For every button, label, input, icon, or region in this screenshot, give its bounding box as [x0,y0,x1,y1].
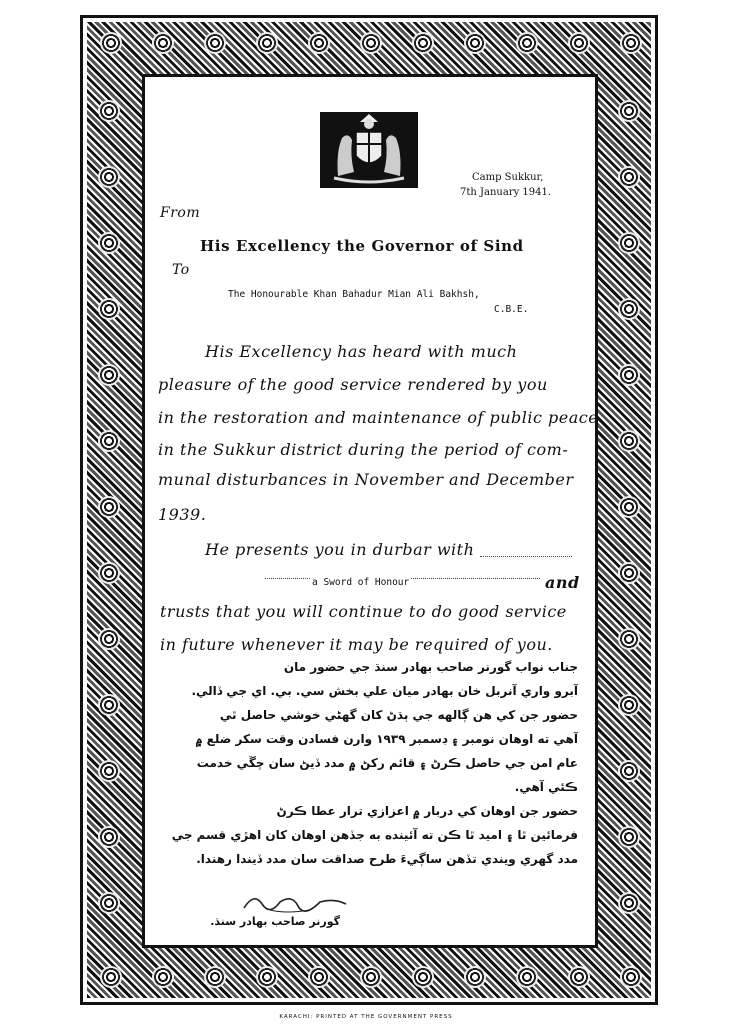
english-body-line: His Excellency has heard with much [205,342,518,361]
date-line: 7th January 1941. [460,187,552,198]
border-rosette-icon [516,32,538,54]
border-rosette-icon [620,966,642,988]
border-rosette-icon [568,32,590,54]
border-rosette-icon [98,826,120,848]
sender-title: His Excellency the Governor of Sind [200,237,524,255]
border-rosette-icon [308,966,330,988]
border-rosette-icon [98,694,120,716]
gift-text: a Sword of Honour [312,577,410,588]
border-rosette-icon [618,100,640,122]
border-rosette-icon [618,232,640,254]
border-rosette-icon [204,966,226,988]
presents-line: He presents you in durbar with [205,540,475,559]
sindhi-body-line: جناب نواب گورنر صاحب بهادر سنڌ جي حضور مان [283,660,578,674]
border-rosette-icon [618,628,640,650]
english-body-line: 1939. [158,505,207,524]
border-rosette-icon [256,32,278,54]
recipient-honour: C.B.E. [494,304,529,315]
sindhi-body-line: آهي ته اوهان نومبر ۽ ڊسمبر ١٩٣٩ وارن فسادن وقت سکر ضلع ۾ [195,732,578,746]
border-rosette-icon [98,892,120,914]
english-body-line: in the restoration and maintenance of public peace [158,408,599,427]
signature-mark [240,890,350,916]
border-rosette-icon [412,32,434,54]
border-rosette-icon [618,298,640,320]
border-rosette-icon [152,32,174,54]
to-label: To [172,262,190,278]
border-rosette-icon [618,364,640,386]
date-place: Camp Sukkur, [472,172,544,183]
sindhi-body-line: حضور جن اوهان کي دربار ۾ اعزازي ترار عطا ڪرڻ [276,804,578,818]
signature-title: گورنر صاحب بهادر سنڌ. [210,915,340,928]
english-body-line: in the Sukkur district during the period of com- [158,440,569,459]
english-body-line: munal disturbances in November and December [158,470,574,489]
border-rosette-icon [464,966,486,988]
border-rosette-icon [100,32,122,54]
border-rosette-icon [98,298,120,320]
royal-coat-of-arms-icon [320,112,418,188]
trusts-line-2: in future whenever it may be required of you. [160,635,553,654]
border-rosette-icon [98,496,120,518]
sindhi-body-line: عام امن جي حاصل ڪرڻ ۽ قائم رکڻ ۾ مدد ڏيڻ سان چڱي خدمت [196,756,578,770]
trusts-line-1: trusts that you will continue to do good service [160,602,567,621]
from-label: From [160,205,201,221]
border-rosette-icon [98,232,120,254]
border-rosette-icon [98,562,120,584]
border-rosette-icon [360,966,382,988]
border-rosette-icon [204,32,226,54]
border-rosette-icon [256,966,278,988]
recipient-name: The Honourable Khan Bahadur Mian Ali Bakhsh, [228,289,480,300]
border-rosette-icon [98,760,120,782]
border-rosette-icon [620,32,642,54]
border-rosette-icon [98,628,120,650]
sindhi-body-line: فرمائين ٿا ۽ اميد ٿا ڪن ته آئينده به جڏهن اوهان کان اهڙي قسم جي [171,828,578,842]
sindhi-body-line: آبرو واري آنربل خان بهادر ميان علي بخش سي. بي. اي جي ڏالي. [191,684,578,698]
border-rosette-icon [618,694,640,716]
sindhi-body-line: ڪئي آهي. [514,780,578,794]
border-rosette-icon [412,966,434,988]
sindhi-body-line: حضور جن کي هن ڳالهه جي ٻڌڻ کان گهڻي خوشي حاصل ٿي [219,708,578,722]
border-rosette-icon [618,496,640,518]
border-rosette-icon [98,430,120,452]
sindhi-body-line: مدد گهري ويندي تڏهن ساڳيءَ طرح صداقت سان مدد ڏيندا رهندا. [196,852,578,866]
border-rosette-icon [618,430,640,452]
dotted-rule [480,556,572,557]
border-rosette-icon [618,826,640,848]
border-rosette-icon [98,166,120,188]
border-rosette-icon [618,166,640,188]
border-rosette-icon [618,760,640,782]
border-rosette-icon [100,966,122,988]
border-rosette-icon [98,364,120,386]
border-rosette-icon [618,562,640,584]
printer-footer: KARACHI: PRINTED AT THE GOVERNMENT PRESS [279,1014,453,1020]
english-body-line: pleasure of the good service rendered by you [158,375,548,394]
border-rosette-icon [308,32,330,54]
border-rosette-icon [152,966,174,988]
gift-and: and [545,573,580,592]
border-rosette-icon [464,32,486,54]
border-rosette-icon [360,32,382,54]
border-rosette-icon [98,100,120,122]
border-rosette-icon [568,966,590,988]
border-rosette-icon [516,966,538,988]
border-rosette-icon [618,892,640,914]
